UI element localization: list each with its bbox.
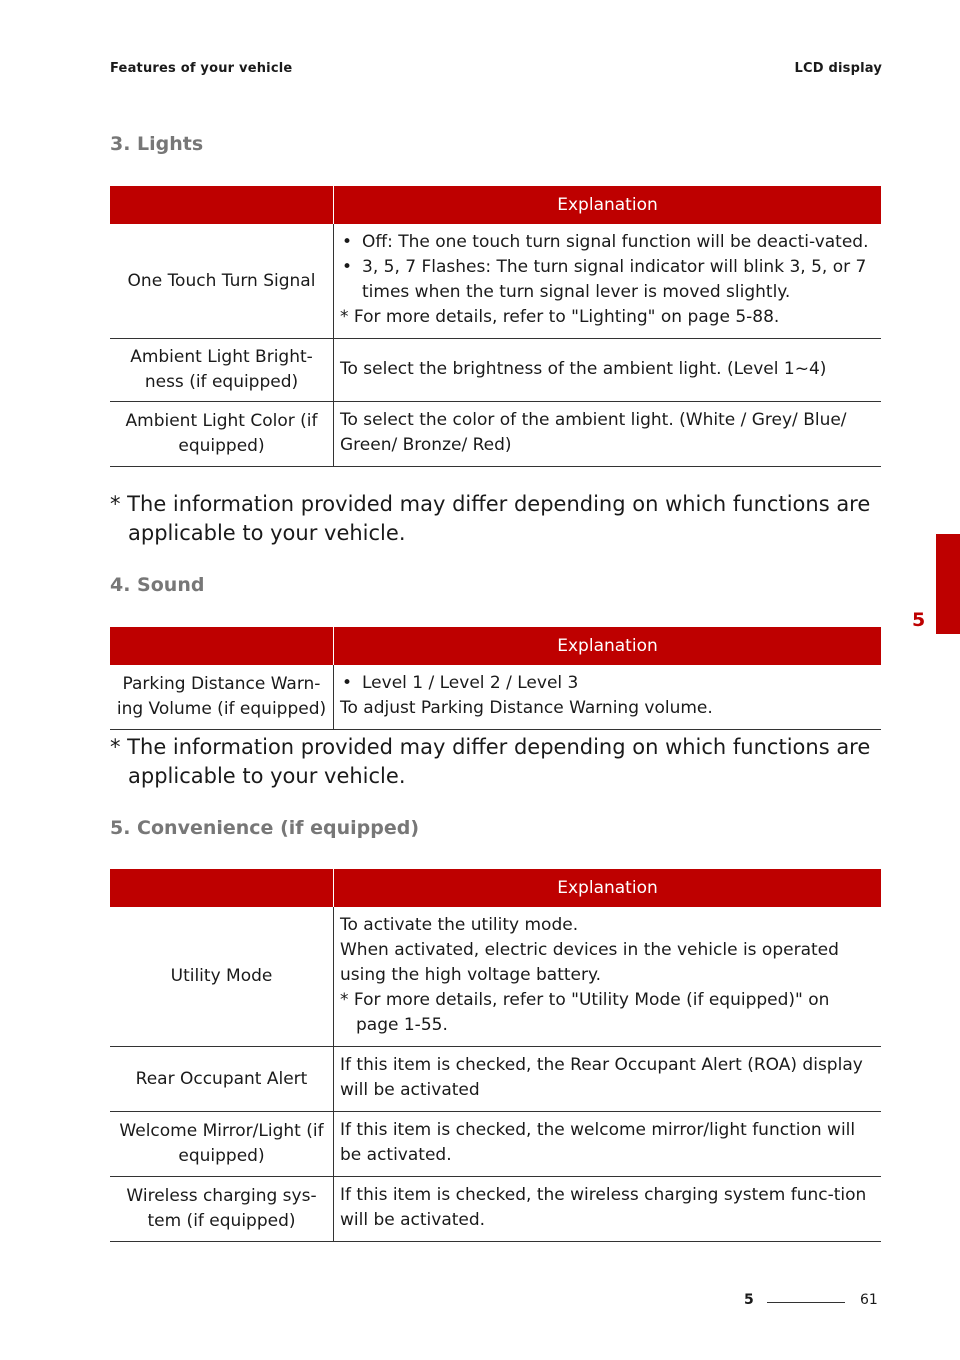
table-row xyxy=(110,1112,881,1177)
table-header-row xyxy=(110,869,881,907)
section-title-sound: 4. Sound xyxy=(110,574,205,596)
chapter-tab-number: 5 xyxy=(912,609,926,631)
table-header-blank xyxy=(110,186,334,224)
table-header-explanation: Explanation xyxy=(334,186,882,224)
bullet-item: • Off: The one touch turn signal function will be deacti-vated. xyxy=(340,230,875,255)
table-header-blank xyxy=(110,869,334,907)
table-row xyxy=(110,339,881,402)
row-explanation: If this item is checked, the Rear Occupant Alert (ROA) display will be activated xyxy=(334,1047,882,1112)
row-explanation xyxy=(334,907,882,1047)
explanation-text: When activated, electric devices in the vehicle is operated using the high voltage battery. xyxy=(340,940,839,985)
table-header-row xyxy=(110,627,881,665)
table-header-blank xyxy=(110,627,334,665)
row-name: Ambient Light Color (if equipped) xyxy=(110,402,334,467)
reference-note: * For more details, refer to "Lighting" on page 5-88. xyxy=(340,307,780,327)
bullet-item: • 3, 5, 7 Flashes: The turn signal indicator will blink 3, 5, or 7 times when the turn signal lever is moved slightly. xyxy=(340,255,875,305)
sound-table xyxy=(110,627,881,730)
table-row xyxy=(110,402,881,467)
lights-table xyxy=(110,186,881,467)
reference-note: * For more details, refer to "Utility Mode (if equipped)" on page 1-55. xyxy=(340,990,830,1035)
row-name: Welcome Mirror/Light (if equipped) xyxy=(110,1112,334,1177)
table-row xyxy=(110,907,881,1047)
table-header-explanation: Explanation xyxy=(334,869,882,907)
row-explanation: To select the color of the ambient light. (White / Grey/ Blue/ Green/ Bronze/ Red) xyxy=(334,402,882,467)
table-row xyxy=(110,224,881,339)
row-name: One Touch Turn Signal xyxy=(110,224,334,339)
row-name: Rear Occupant Alert xyxy=(110,1047,334,1112)
row-explanation: If this item is checked, the wireless charging system func-tion will be activated. xyxy=(334,1177,882,1242)
row-explanation xyxy=(334,224,882,339)
bullet-item: • Level 1 / Level 2 / Level 3 xyxy=(340,671,875,696)
header-section-title: Features of your vehicle xyxy=(110,61,293,76)
table-header-explanation: Explanation xyxy=(334,627,882,665)
row-explanation: If this item is checked, the welcome mirror/light function will be activated. xyxy=(334,1112,882,1177)
table-row xyxy=(110,665,881,730)
table-row xyxy=(110,1177,881,1242)
footer-divider xyxy=(767,1302,845,1303)
explanation-text: To adjust Parking Distance Warning volume. xyxy=(340,698,713,718)
convenience-table xyxy=(110,869,881,1242)
explanation-text: To activate the utility mode. xyxy=(340,915,579,935)
row-name: Wireless charging sys-tem (if equipped) xyxy=(110,1177,334,1242)
footer-chapter-number: 5 xyxy=(744,1292,754,1308)
section-title-convenience: 5. Convenience (if equipped) xyxy=(110,817,420,839)
section-title-lights: 3. Lights xyxy=(110,133,204,155)
table-header-row xyxy=(110,186,881,224)
footer-page-number: 61 xyxy=(860,1292,878,1308)
sound-footnote: * The information provided may differ depending on which functions are applicable to your vehicle. xyxy=(110,735,871,788)
chapter-tab xyxy=(936,534,960,634)
row-name: Ambient Light Bright-ness (if equipped) xyxy=(110,339,334,402)
row-name: Utility Mode xyxy=(110,907,334,1047)
table-row xyxy=(110,1047,881,1112)
row-explanation xyxy=(334,665,882,730)
lights-footnote: * The information provided may differ depending on which functions are applicable to your vehicle. xyxy=(110,492,871,545)
row-explanation: To select the brightness of the ambient light. (Level 1~4) xyxy=(334,339,882,402)
header-page-topic: LCD display xyxy=(794,61,882,76)
row-name: Parking Distance Warn-ing Volume (if equipped) xyxy=(110,665,334,730)
